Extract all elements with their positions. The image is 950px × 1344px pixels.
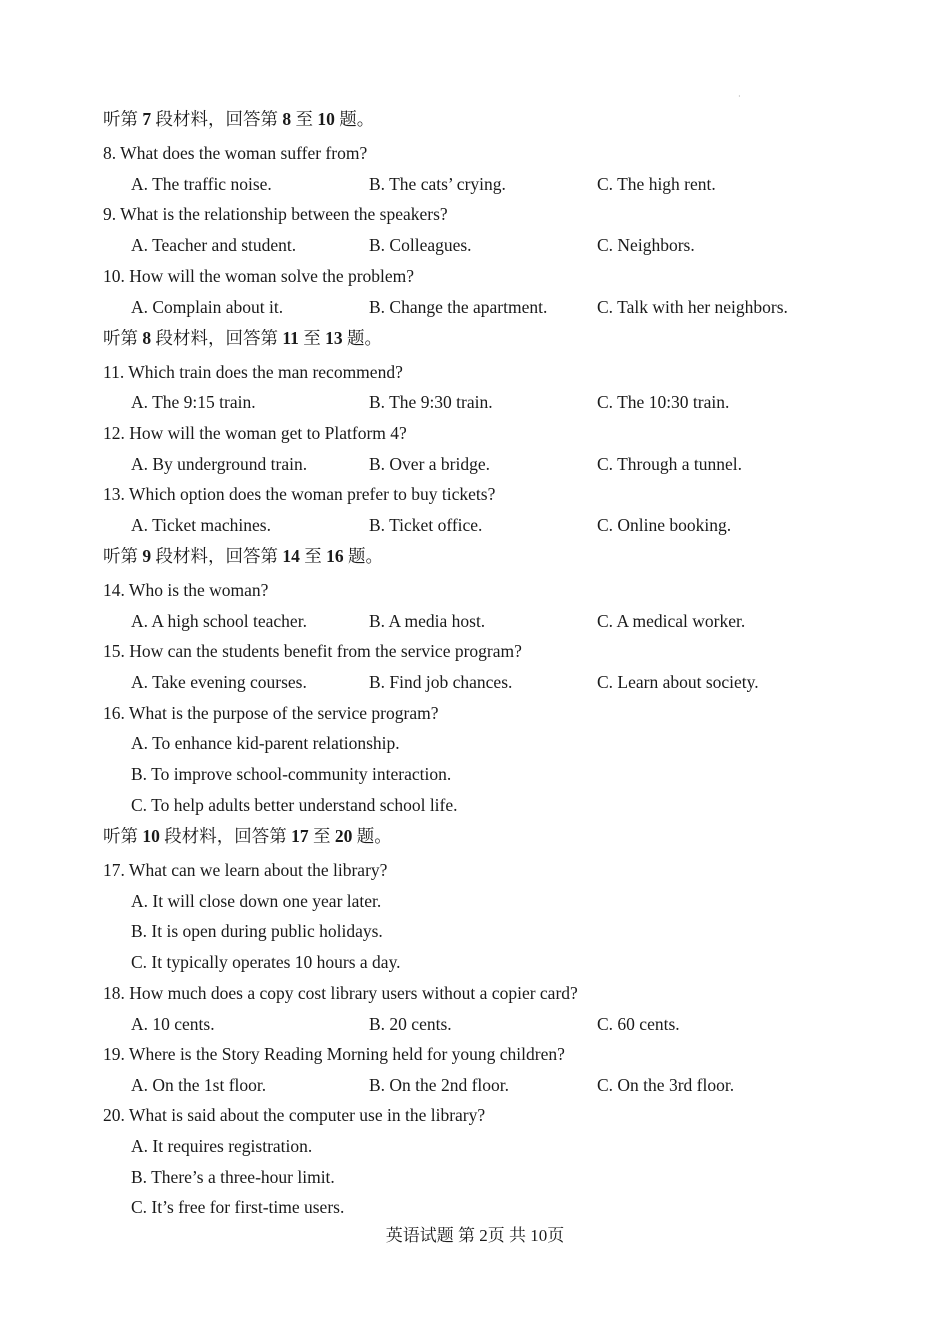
section-heading-7: 听第 7 段材料，回答第 8 至 10 题。: [103, 109, 375, 129]
q17-option-b: B. It is open during public holidays.: [131, 921, 383, 941]
q13-option-c: C. Online booking.: [597, 515, 732, 535]
scan-mark: ·: [738, 92, 741, 101]
question-10: 10. How will the woman solve the problem?: [103, 266, 415, 286]
q19-option-c: C. On the 3rd floor.: [597, 1075, 735, 1095]
question-13: 13. Which option does the woman prefer to buy tickets?: [103, 484, 496, 504]
q19-option-b: B. On the 2nd floor.: [369, 1075, 509, 1095]
question-18: 18. How much does a copy cost library users without a copier card?: [103, 983, 578, 1003]
q12-option-b: B. Over a bridge.: [369, 454, 491, 474]
page-footer: 英语试题 第 2页 共 10页: [385, 1226, 565, 1245]
q15-option-b: B. Find job chances.: [369, 672, 513, 692]
q8-option-a: A. The traffic noise.: [131, 174, 272, 194]
question-20: 20. What is said about the computer use in the library?: [103, 1105, 486, 1125]
q20-option-b: B. There’s a three-hour limit.: [131, 1167, 335, 1187]
q16-option-a: A. To enhance kid-parent relationship.: [131, 733, 400, 753]
question-12: 12. How will the woman get to Platform 4?: [103, 423, 407, 443]
q11-option-b: B. The 9:30 train.: [369, 392, 493, 412]
section-heading-8: 听第 8 段材料，回答第 11 至 13 题。: [103, 328, 383, 348]
q15-option-a: A. Take evening courses.: [131, 672, 307, 692]
q11-option-a: A. The 9:15 train.: [131, 392, 256, 412]
q19-option-a: A. On the 1st floor.: [131, 1075, 267, 1095]
q10-option-b: B. Change the apartment.: [369, 297, 548, 317]
q14-option-a: A. A high school teacher.: [131, 611, 307, 631]
q10-option-c: C. Talk with her neighbors.: [597, 297, 788, 317]
q13-option-b: B. Ticket office.: [369, 515, 483, 535]
q17-option-a: A. It will close down one year later.: [131, 891, 382, 911]
q14-option-c: C. A medical worker.: [597, 611, 746, 631]
q16-option-b: B. To improve school-community interaction.: [131, 764, 452, 784]
section-heading-9: 听第 9 段材料，回答第 14 至 16 题。: [103, 546, 383, 566]
q11-option-c: C. The 10:30 train.: [597, 392, 730, 412]
question-16: 16. What is the purpose of the service program?: [103, 703, 439, 723]
q9-option-c: C. Neighbors.: [597, 235, 695, 255]
q9-option-a: A. Teacher and student.: [131, 235, 297, 255]
q12-option-c: C. Through a tunnel.: [597, 454, 743, 474]
q16-option-c: C. To help adults better understand school life.: [131, 795, 458, 815]
q12-option-a: A. By underground train.: [131, 454, 308, 474]
q17-option-c: C. It typically operates 10 hours a day.: [131, 952, 401, 972]
question-19: 19. Where is the Story Reading Morning held for young children?: [103, 1044, 565, 1064]
q15-option-c: C. Learn about society.: [597, 672, 759, 692]
section-heading-10: 听第 10 段材料，回答第 17 至 20 题。: [103, 826, 392, 846]
q9-option-b: B. Colleagues.: [369, 235, 472, 255]
q20-option-a: A. It requires registration.: [131, 1136, 313, 1156]
q20-option-c: C. It’s free for first-time users.: [131, 1197, 345, 1217]
q13-option-a: A. Ticket machines.: [131, 515, 271, 535]
q10-option-a: A. Complain about it.: [131, 297, 284, 317]
q8-option-b: B. The cats’ crying.: [369, 174, 506, 194]
question-11: 11. Which train does the man recommend?: [103, 362, 403, 382]
question-17: 17. What can we learn about the library?: [103, 860, 388, 880]
q18-option-b: B. 20 cents.: [369, 1014, 452, 1034]
question-9: 9. What is the relationship between the speakers?: [103, 204, 448, 224]
q18-option-c: C. 60 cents.: [597, 1014, 680, 1034]
q8-option-c: C. The high rent.: [597, 174, 716, 194]
q18-option-a: A. 10 cents.: [131, 1014, 215, 1034]
question-15: 15. How can the students benefit from the service program?: [103, 641, 522, 661]
q14-option-b: B. A media host.: [369, 611, 486, 631]
question-14: 14. Who is the woman?: [103, 580, 269, 600]
question-8: 8. What does the woman suffer from?: [103, 143, 368, 163]
